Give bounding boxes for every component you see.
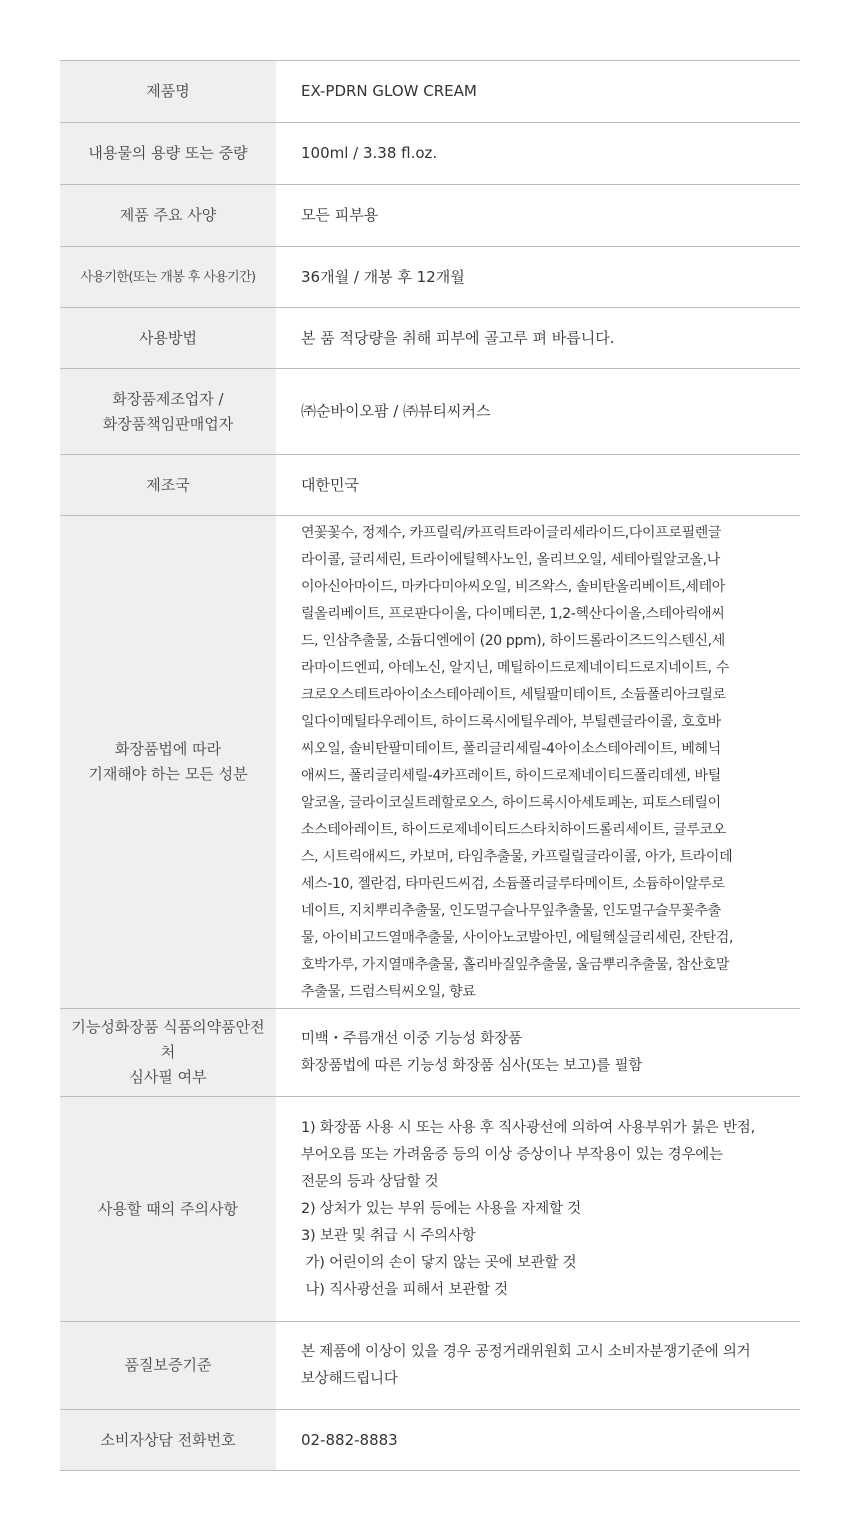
ingredients-line: 크로오스테트라아이소스테아레이트, 세틸팔미테이트, 소듐폴리아크릴로 xyxy=(301,687,726,703)
main-spec-value xyxy=(276,185,800,246)
cautions-value xyxy=(276,1097,800,1321)
ingredients-line: 일다이메틸타우레이트, 하이드록시에틸우레아, 부틸렌글라이콜, 호호바 xyxy=(301,714,721,730)
cautions-line: 전문의 등과 상담할 것 xyxy=(301,1173,439,1190)
main-spec-label: 제품 주요 사양 xyxy=(60,185,276,246)
functional-review-label-line: 기능성화장품 식품의약품안전처 xyxy=(71,1018,265,1061)
ingredients-line: 네이트, 지치뿌리추출물, 인도멀구슬나무잎추출물, 인도멀구슬무꽃추출 xyxy=(301,903,721,919)
cautions-line: 나) 직사광선을 피해서 보관할 것 xyxy=(301,1281,508,1298)
row-usage xyxy=(60,308,800,369)
row-product-name xyxy=(60,61,800,123)
main-spec-text: 모든 피부용 xyxy=(301,206,379,224)
quality-standard-label: 품질보증기준 xyxy=(60,1322,276,1409)
ingredients-value xyxy=(276,516,800,1008)
functional-review-value xyxy=(276,1009,800,1096)
row-cautions xyxy=(60,1097,800,1322)
product-name-label: 제품명 xyxy=(60,61,276,122)
ingredients-line: 릴올리베이트, 프로판다이올, 다이메티콘, 1,2-헥산다이올,스테아릭애씨 xyxy=(301,606,725,622)
product-name-value xyxy=(276,61,800,122)
row-functional-review xyxy=(60,1009,800,1097)
cautions-label: 사용할 때의 주의사항 xyxy=(60,1097,276,1321)
country-value xyxy=(276,455,800,515)
row-ingredients xyxy=(60,516,800,1009)
consumer-contact-value xyxy=(276,1410,800,1470)
ingredients-line: 세스-10, 젤란검, 타마린드씨검, 소듐폴리글루타메이트, 소듐하이알루로 xyxy=(301,876,725,892)
row-volume xyxy=(60,123,800,185)
row-country xyxy=(60,455,800,516)
expiry-value xyxy=(276,247,800,307)
ingredients-line: 소스테아레이트, 하이드로제네이티드스타치하이드롤리세이트, 글루코오 xyxy=(301,822,726,838)
product-info-table xyxy=(60,60,800,1471)
manufacturer-text: ㈜순바이오팜 / ㈜뷰티씨커스 xyxy=(301,402,491,420)
cautions-line: 가) 어린이의 손이 닿지 않는 곳에 보관할 것 xyxy=(301,1254,577,1271)
volume-label: 내용물의 용량 또는 중량 xyxy=(60,123,276,184)
cautions-line: 부어오름 또는 가려움증 등의 이상 증상이나 부작용이 있는 경우에는 xyxy=(301,1146,723,1163)
ingredients-line: 연꽃꽃수, 정제수, 카프릴릭/카프릭트라이글리세라이드,다이프로필렌글 xyxy=(301,525,722,541)
ingredients-line: 추출물, 드럼스틱씨오일, 향료 xyxy=(301,984,476,1000)
ingredients-line: 스, 시트릭애씨드, 카보머, 타임추출물, 카프릴릴글라이콜, 아가, 트라이데 xyxy=(301,849,733,865)
row-quality-standard xyxy=(60,1322,800,1410)
ingredients-line: 씨오일, 솔비탄팔미테이트, 폴리글리세릴-4아이소스테아레이트, 베헤닉 xyxy=(301,741,721,757)
manufacturer-label-line: 화장품책임판매업자 xyxy=(102,414,234,433)
ingredients-line: 드, 인삼추출물, 소듐디엔에이 (20 ppm), 하이드롤라이즈드익스텐신,세 xyxy=(301,633,725,649)
manufacturer-value xyxy=(276,369,800,454)
quality-standard-line: 본 제품에 이상이 있을 경우 공정거래위원회 고시 소비자분쟁기준에 의거 xyxy=(301,1343,751,1360)
country-text: 대한민국 xyxy=(301,475,359,494)
row-main-spec xyxy=(60,185,800,247)
functional-review-line: 화장품법에 따른 기능성 화장품 심사(또는 보고)를 필함 xyxy=(301,1057,643,1074)
ingredients-label-line: 화장품법에 따라 xyxy=(114,740,222,758)
ingredients-line: 물, 아이비고드열매추출물, 사이아노코발아민, 에틸헥실글리세린, 잔탄검, xyxy=(301,930,734,946)
usage-value xyxy=(276,308,800,368)
usage-text: 본 품 적당량을 취해 피부에 골고루 펴 바릅니다. xyxy=(301,328,615,347)
ingredients-label-line: 기재해야 하는 모든 성분 xyxy=(88,765,248,783)
ingredients-line: 애씨드, 폴리글리세릴-4카프레이트, 하이드로제네이티드폴리데센, 바틸 xyxy=(301,768,721,784)
ingredients-line: 이아신아마이드, 마카다미아씨오일, 비즈왁스, 솔비탄올리베이트,세테아 xyxy=(301,579,725,595)
row-consumer-contact xyxy=(60,1410,800,1471)
functional-review-line: 미백・주름개선 이중 기능성 화장품 xyxy=(301,1030,522,1047)
cautions-line: 2) 상처가 있는 부위 등에는 사용을 자제할 것 xyxy=(301,1200,582,1217)
ingredients-line: 호박가루, 가지열매추출물, 홀리바질잎추출물, 울금뿌리추출물, 참산호말 xyxy=(301,957,730,973)
ingredients-line: 알코올, 글라이코실트레할로오스, 하이드록시아세토페논, 피토스테릴이 xyxy=(301,795,721,811)
expiry-label: 사용기한(또는 개봉 후 사용기간) xyxy=(60,247,276,307)
consumer-contact-label: 소비자상담 전화번호 xyxy=(60,1410,276,1470)
volume-value xyxy=(276,123,800,184)
manufacturer-label xyxy=(60,369,276,454)
cautions-line: 1) 화장품 사용 시 또는 사용 후 직사광선에 의하여 사용부위가 붉은 반점, xyxy=(301,1119,755,1136)
ingredients-line: 라마이드엔피, 아데노신, 알지닌, 메틸하이드로제네이티드로지네이트, 수 xyxy=(301,660,730,676)
ingredients-line: 라이콜, 글리세린, 트라이에틸헥사노인, 올리브오일, 세테아릴알코올,나 xyxy=(301,552,720,568)
functional-review-label xyxy=(60,1009,276,1096)
functional-review-label-line: 심사필 여부 xyxy=(129,1068,207,1086)
quality-standard-value xyxy=(276,1322,800,1409)
quality-standard-line: 보상해드립니다 xyxy=(301,1370,398,1387)
country-label: 제조국 xyxy=(60,455,276,515)
expiry-text: 36개월 / 개봉 후 12개월 xyxy=(301,267,465,286)
consumer-phone-number[interactable]: 02-882-8883 xyxy=(301,1430,398,1449)
manufacturer-label-line: 화장품제조업자 / xyxy=(112,389,224,408)
volume-text: 100ml / 3.38 fl.oz. xyxy=(301,144,438,162)
product-name-text: EX-PDRN GLOW CREAM xyxy=(301,82,477,100)
row-manufacturer xyxy=(60,369,800,455)
cautions-line: 3) 보관 및 취급 시 주의사항 xyxy=(301,1227,476,1244)
row-expiry xyxy=(60,247,800,308)
usage-label: 사용방법 xyxy=(60,308,276,368)
ingredients-label xyxy=(60,516,276,1008)
